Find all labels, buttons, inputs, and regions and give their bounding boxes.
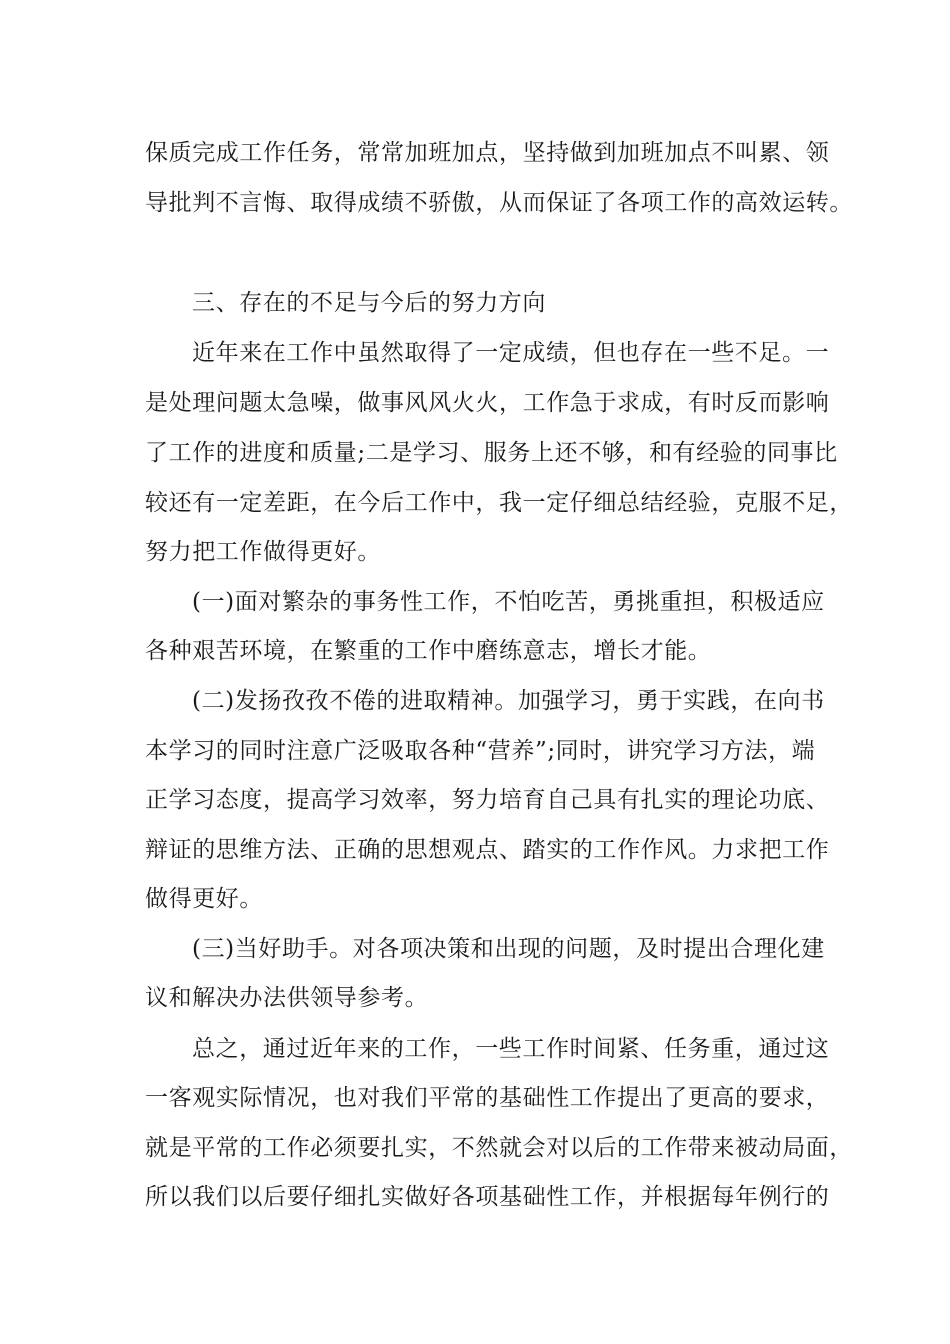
text-line: 就是平常的工作必须要扎实，不然就会对以后的工作带来被动局面， [145, 1135, 853, 1161]
text-line: 近年来在工作中虽然取得了一定成绩，但也存在一些不足。一 [192, 340, 830, 366]
text-line: 本学习的同时注意广泛吸取各种“营养”;同时，讲究学习方法，端 [145, 738, 816, 764]
text-line: 了工作的进度和质量;二是学习、服务上还不够，和有经验的同事比 [145, 440, 838, 466]
text-line: 总之，通过近年来的工作，一些工作时间紧、任务重，通过这 [192, 1036, 830, 1062]
text-line: 是处理问题太急噪，做事风风火火，工作急于求成，有时反而影响 [145, 390, 830, 416]
text-line: 所以我们以后要仔细扎实做好各项基础性工作，并根据每年例行的 [145, 1184, 830, 1210]
text-line: 辩证的思维方法、正确的思想观点、踏实的工作作风。力求把工作 [145, 837, 830, 863]
text-line: 议和解决办法供领导参考。 [145, 985, 429, 1011]
text-line: 正学习态度，提高学习效率，努力培育自己具有扎实的理论功底、 [145, 787, 830, 813]
section-heading: 三、存在的不足与今后的努力方向 [192, 290, 546, 316]
text-line: 做得更好。 [145, 886, 263, 912]
text-line: (二)发扬孜孜不倦的进取精神。加强学习，勇于实践，在向书 [192, 688, 825, 714]
text-line: 保质完成工作任务，常常加班加点，坚持做到加班加点不叫累、领 [145, 140, 830, 166]
text-line: 较还有一定差距，在今后工作中，我一定仔细总结经验，克服不足， [145, 490, 853, 516]
text-line: (三)当好助手。对各项决策和出现的问题，及时提出合理化建 [192, 936, 825, 962]
text-line: 努力把工作做得更好。 [145, 539, 381, 565]
text-line: 一客观实际情况，也对我们平常的基础性工作提出了更高的要求， [145, 1085, 830, 1111]
text-line: (一)面对繁杂的事务性工作，不怕吃苦，勇挑重担，积极适应 [192, 589, 825, 615]
text-line: 各种艰苦环境，在繁重的工作中磨练意志，增长才能。 [145, 638, 712, 664]
text-line: 导批判不言悔、取得成绩不骄傲，从而保证了各项工作的高效运转。 [145, 190, 853, 216]
